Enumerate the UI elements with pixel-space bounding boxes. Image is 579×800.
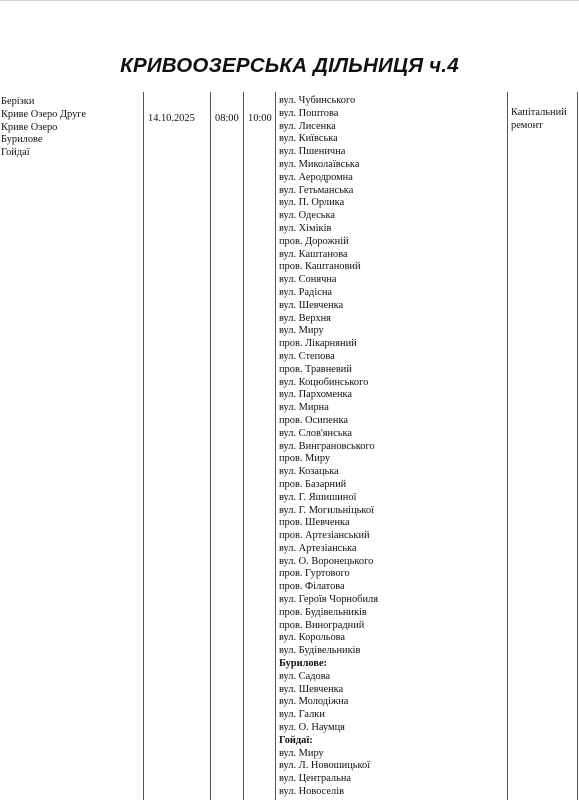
street-item: пров. Гуртового <box>279 568 350 580</box>
street-item: вул. Миру <box>279 747 324 759</box>
street-item: пров. Миру <box>279 453 331 465</box>
reason-line: Капітальний <box>511 107 567 118</box>
street-item: вул. Верхня <box>279 312 331 324</box>
street-item: вул. Радісна <box>279 286 333 298</box>
locality-item: Берізки <box>1 96 35 107</box>
street-item: вул. Хіміків <box>279 222 332 234</box>
street-item: вул. О. Воронецького <box>279 555 374 567</box>
street-item: вул. Київська <box>279 133 338 145</box>
column-divider <box>210 92 211 800</box>
streets-cell <box>279 95 378 799</box>
street-item: вул. Чубинського <box>279 95 356 106</box>
street-item: вул. Пархоменка <box>279 389 353 401</box>
time-from-cell: 08:00 <box>215 113 239 124</box>
street-item: вул. Будівельників <box>279 645 361 657</box>
localities-cell <box>1 96 86 160</box>
street-item: вул. Миколаївська <box>279 158 360 170</box>
locality-item: Криве Озеро <box>1 121 58 133</box>
street-item: вул. Поштова <box>279 107 339 119</box>
street-item: вул. Козацька <box>279 466 339 478</box>
outage-table <box>0 92 579 800</box>
locality-item: Криве Озеро Друге <box>1 108 87 120</box>
street-item: вул. Галки <box>279 709 325 721</box>
street-item: вул. Новоселів <box>279 786 344 798</box>
street-item: пров. Осипенка <box>279 414 348 426</box>
street-item: вул. Мирна <box>279 402 329 414</box>
street-item: вул. Г. Яшишиної <box>279 491 357 503</box>
street-item: вул. Миру <box>279 325 324 337</box>
time-to-cell: 10:00 <box>248 113 272 124</box>
column-divider <box>507 92 508 800</box>
street-item: вул. Аеродромна <box>279 171 353 183</box>
street-item: вул. Корольова <box>279 632 346 644</box>
locality-item: Бурилове <box>1 134 43 146</box>
street-item: вул. Л. Новошицької <box>279 760 371 772</box>
street-item: вул. Героїв Чорнобиля <box>279 594 378 606</box>
street-item: пров. Артезіанський <box>279 530 370 542</box>
street-item: пров. Філатова <box>279 581 345 593</box>
street-item: пров. Каштановий <box>279 261 361 273</box>
street-item: вул. Одеська <box>279 210 336 222</box>
street-item: пров. Будівельників <box>279 606 367 618</box>
street-item: пров. Лікарняний <box>279 338 357 350</box>
street-item: вул. Садова <box>279 670 331 682</box>
street-item: вул. Пшенична <box>279 146 346 158</box>
street-item: вул. Лисенка <box>279 120 336 132</box>
street-item: вул. Сонячна <box>279 274 337 286</box>
column-divider <box>275 92 276 800</box>
street-item: вул. Винграновського <box>279 440 375 452</box>
street-item: вул. Слов'янська <box>279 427 352 439</box>
top-divider <box>0 0 579 1</box>
street-item: пров. Виноградний <box>279 619 365 631</box>
village-heading: Гойдаї: <box>279 734 313 746</box>
column-divider <box>143 92 144 800</box>
street-item: пров. Дорожній <box>279 235 349 247</box>
street-item: вул. Артезіанська <box>279 542 357 554</box>
column-divider <box>577 92 578 800</box>
street-item: вул. Каштанова <box>279 248 348 260</box>
village-heading: Бурилове: <box>279 658 328 670</box>
reason-line: ремонт <box>511 119 543 131</box>
page-title: КРИВООЗЕРСЬКА ДІЛЬНИЦЯ ч.4 <box>120 54 459 77</box>
street-item: вул. Гетьманська <box>279 184 354 196</box>
reason-cell <box>511 107 567 133</box>
street-item: вул. Центральна <box>279 773 352 785</box>
street-item: вул. Г. Могильніцької <box>279 504 374 516</box>
street-item: пров. Травневий <box>279 363 352 375</box>
street-item: вул. Молодіжна <box>279 696 349 708</box>
locality-item: Гойдаї <box>1 147 30 159</box>
street-item: пров. Шевченка <box>279 517 350 529</box>
date-cell: 14.10.2025 <box>148 113 195 124</box>
street-item: вул. Шевченка <box>279 299 344 311</box>
street-item: пров. Базарний <box>279 478 347 490</box>
street-item: вул. Степова <box>279 350 335 362</box>
street-item: вул. Коцюбинського <box>279 376 369 388</box>
street-item: вул. П. Орлика <box>279 197 345 209</box>
column-divider <box>243 92 244 800</box>
street-item: вул. Шевченка <box>279 683 344 695</box>
street-item: вул. О. Наумця <box>279 722 345 734</box>
